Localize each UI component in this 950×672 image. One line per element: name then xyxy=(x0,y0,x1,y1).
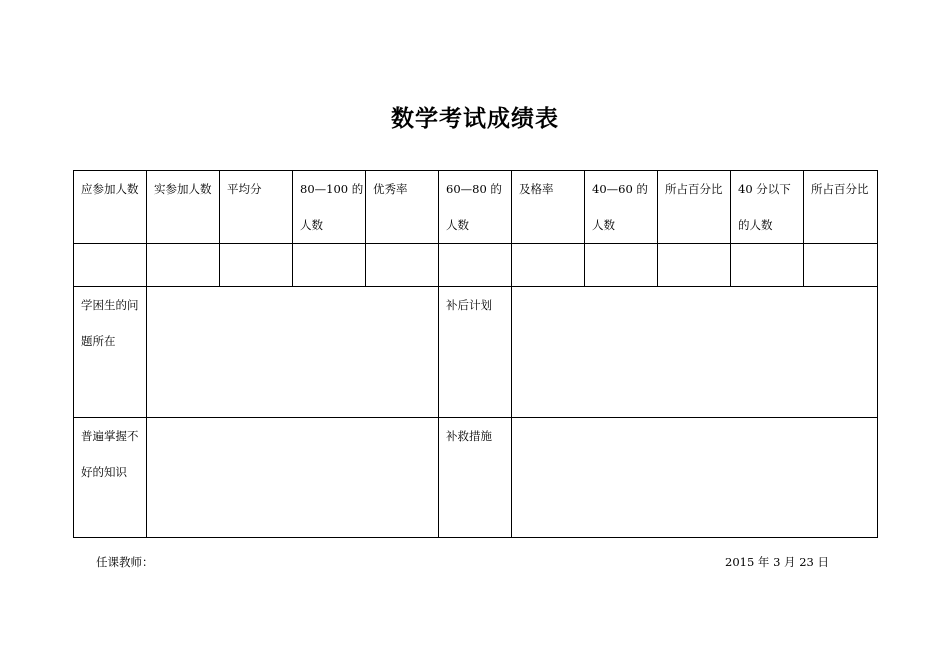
value-cell[interactable] xyxy=(731,244,804,287)
header-cell: 所占百分比 xyxy=(658,171,731,244)
value-cell[interactable] xyxy=(585,244,658,287)
plan-content-cell[interactable] xyxy=(512,287,878,418)
value-cell[interactable] xyxy=(512,244,585,287)
value-cell[interactable] xyxy=(74,244,147,287)
plan-label-cell: 补后计划 xyxy=(439,287,512,418)
weak-content-cell[interactable] xyxy=(147,418,439,538)
page-title: 数学考试成绩表 xyxy=(391,106,559,132)
header-cell: 应参加人数 xyxy=(74,171,147,244)
header-cell: 平均分 xyxy=(220,171,293,244)
header-row xyxy=(74,171,878,244)
value-cell[interactable] xyxy=(439,244,512,287)
value-row xyxy=(74,244,878,287)
score-table xyxy=(73,170,878,538)
weak-label-cell: 普遍掌握不 好的知识 xyxy=(74,418,147,538)
weak-row xyxy=(74,418,878,538)
teacher-label: 任课教师： xyxy=(96,555,154,569)
header-cell: 优秀率 xyxy=(366,171,439,244)
header-cell: 40—60 的 人数 xyxy=(585,171,658,244)
value-cell[interactable] xyxy=(293,244,366,287)
header-cell: 80—100 的 人数 xyxy=(293,171,366,244)
problems-row xyxy=(74,287,878,418)
value-cell[interactable] xyxy=(147,244,220,287)
header-cell: 及格率 xyxy=(512,171,585,244)
date-label: 2015 年 3 月 23 日 xyxy=(725,555,829,569)
measures-label-cell: 补救措施 xyxy=(439,418,512,538)
header-cell: 60—80 的 人数 xyxy=(439,171,512,244)
measures-content-cell[interactable] xyxy=(512,418,878,538)
header-cell: 所占百分比 xyxy=(804,171,878,244)
value-cell[interactable] xyxy=(220,244,293,287)
value-cell[interactable] xyxy=(804,244,878,287)
value-cell[interactable] xyxy=(658,244,731,287)
problems-label-cell: 学困生的问 题所在 xyxy=(74,287,147,418)
header-cell: 实参加人数 xyxy=(147,171,220,244)
problems-content-cell[interactable] xyxy=(147,287,439,418)
value-cell[interactable] xyxy=(366,244,439,287)
header-cell: 40 分以下 的人数 xyxy=(731,171,804,244)
